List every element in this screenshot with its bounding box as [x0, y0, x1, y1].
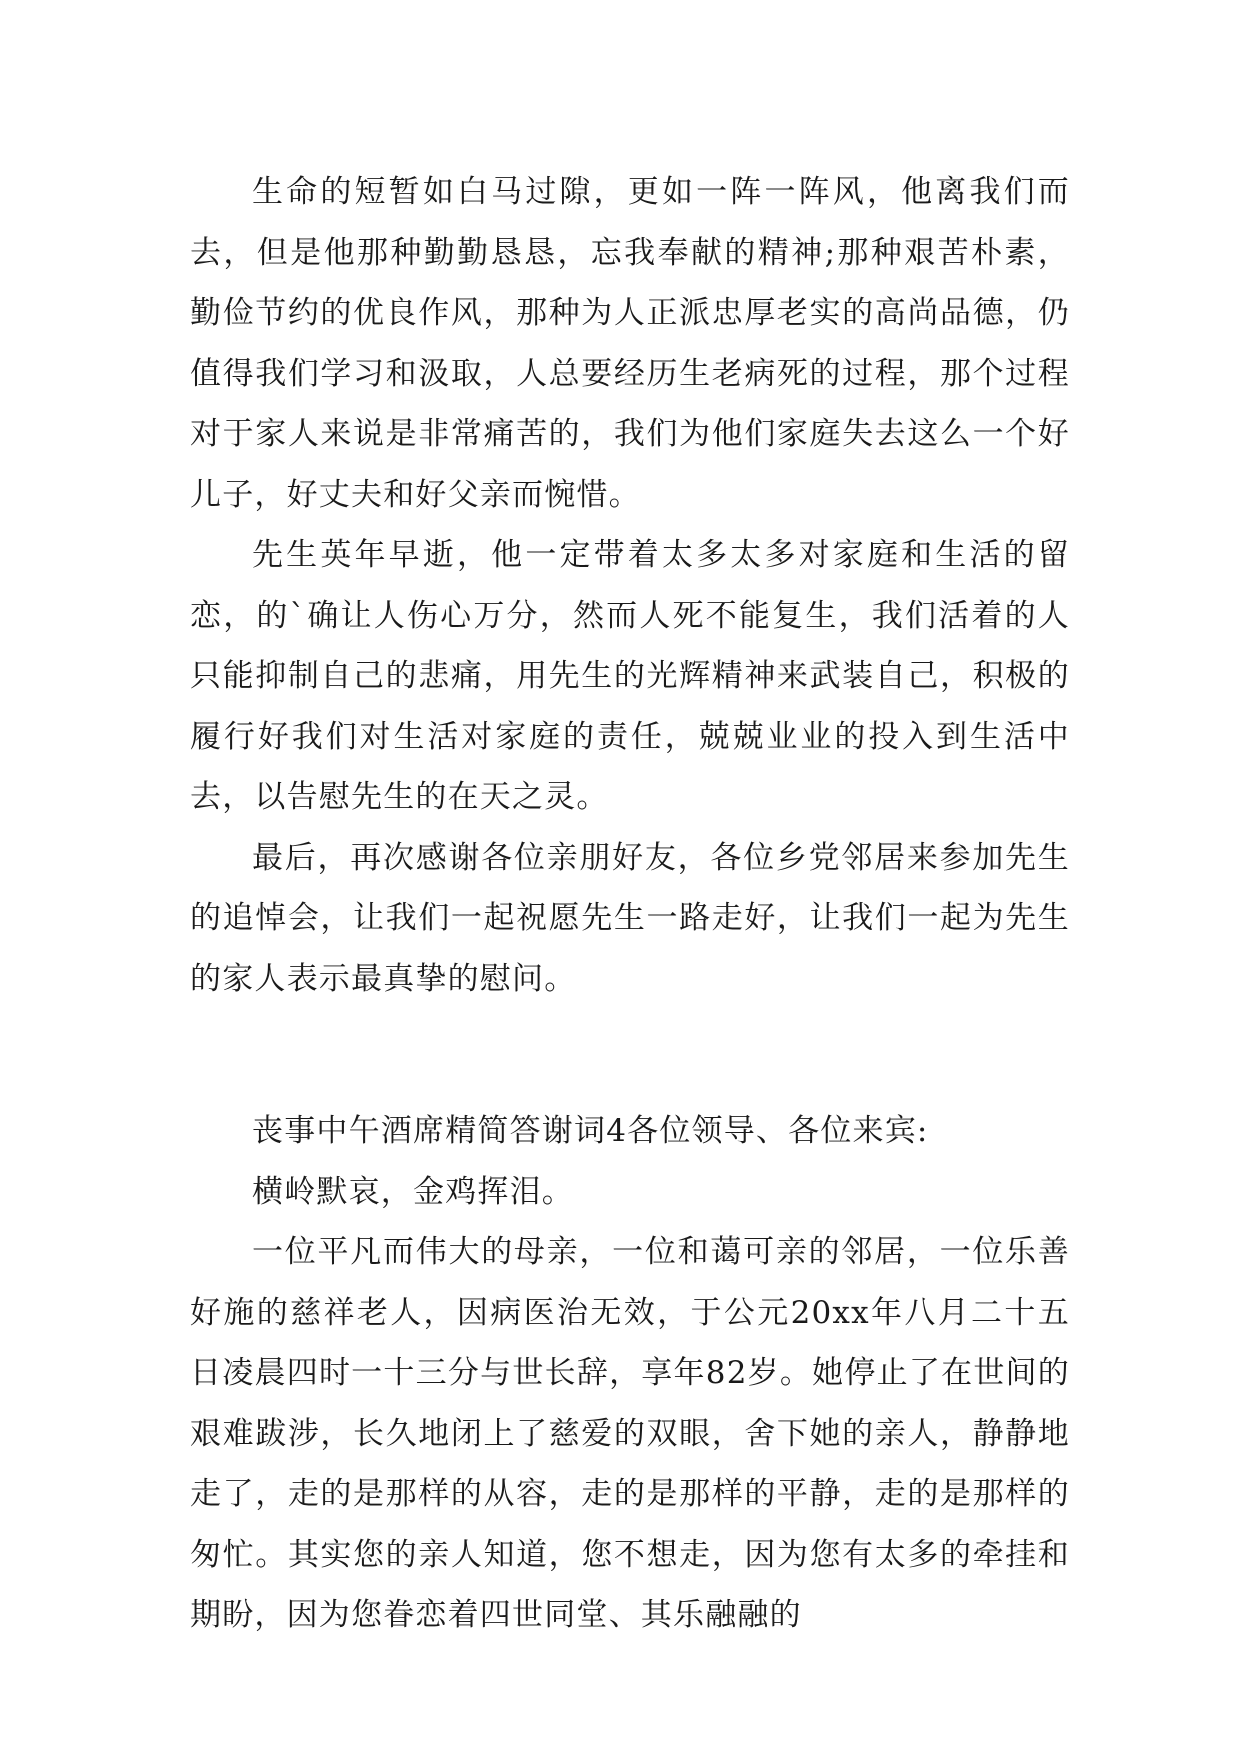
- paragraph-closing-thanks: 最后，再次感谢各位亲朋好友，各位乡党邻居来参加先生的追悼会，让我们一起祝愿先生一路走好，让我们一起为先生的家人表示最真挚的慰问。: [190, 839, 1070, 997]
- paragraph-mother-tribute: 一位平凡而伟大的母亲，一位和蔼可亲的邻居，一位乐善好施的慈祥老人，因病医治无效，于公元20xx年八月二十五日凌晨四时一十三分与世长辞，享年82岁。她停止了在世间的艰难跋涉，长久地闭上了慈爱的双眼，舍下她的亲人，静静地走了，走的是那样的从容，走的是那样的平静，走的是那样的匆忙。其实您的亲人知道，您不想走，因为您有太多的牵挂和期盼，因为您眷恋着四世同堂、其乐融融的: [190, 1234, 1070, 1633]
- paragraph-early-death: 先生英年早逝，他一定带着太多太多对家庭和生活的留恋，的`确让人伤心万分，然而人死不能复生，我们活着的人只能抑制自己的悲痛，用先生的光辉精神来武装自己，积极的履行好我们对生活对家庭的责任，兢兢业业的投入到生活中去，以告慰先生的在天之灵。: [190, 537, 1070, 815]
- paragraph-life-brief: 生命的短暂如白马过隙，更如一阵一阵风，他离我们而去，但是他那种勤勤恳恳，忘我奉献的精神;那种艰苦朴素，勤俭节约的优良作风，那种为人正派忠厚老实的高尚品德，仍值得我们学习和汲取，人总要经历生老病死的过程，那个过程对于家人来说是非常痛苦的，我们为他们家庭失去这么一个好儿子，好丈夫和好父亲而惋惜。: [190, 174, 1070, 513]
- document-body: [190, 162, 1070, 1646]
- section-gap: [190, 1009, 1070, 1101]
- section-heading-speech-4: 丧事中午酒席精简答谢词4各位领导、各位来宾:: [252, 1113, 929, 1149]
- paragraph-mourning: 横岭默哀，金鸡挥泪。: [252, 1173, 574, 1210]
